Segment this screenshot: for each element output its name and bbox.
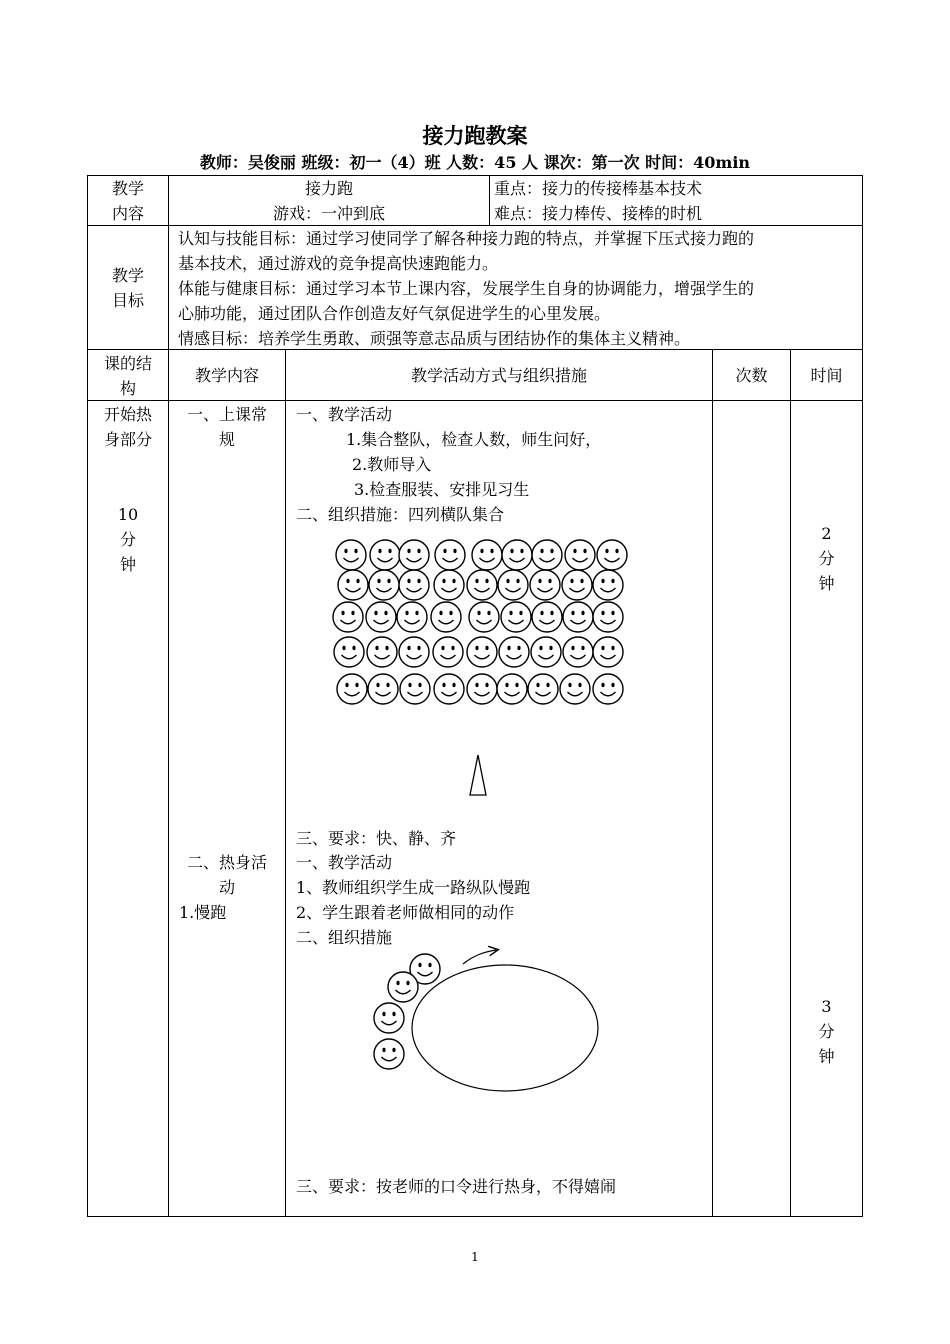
part2-requirement: 三、要求：按老师的口令进行热身，不得嬉闹 [296, 1177, 617, 1196]
student-smiley-icon [399, 673, 431, 705]
student-smiley-icon [562, 601, 594, 633]
student-smiley-icon [368, 569, 400, 601]
student-smiley-icon [373, 1038, 405, 1070]
part2-content-line1: 二、热身活 [186, 853, 267, 872]
part1-time-unit1: 分 [818, 549, 835, 568]
section-total-unit2: 钟 [119, 555, 136, 574]
student-smiley-icon [530, 636, 562, 668]
student-smiley-icon [559, 673, 591, 705]
student-smiley-icon [366, 636, 398, 668]
content-label-line1: 教学 [111, 179, 144, 198]
student-smiley-icon [430, 601, 462, 633]
part2-time-unit2: 钟 [818, 1047, 835, 1066]
header-activity: 教学活动方式与组织措施 [410, 366, 587, 385]
header-structure-line1: 课的结 [103, 354, 152, 373]
student-smiley-icon [562, 636, 594, 668]
student-smiley-icon [592, 601, 624, 633]
teacher-triangle-icon [468, 754, 488, 796]
student-smiley-icon [529, 569, 561, 601]
key-point: 重点：接力的传接棒基本技术 [494, 179, 703, 198]
difficulty: 难点：接力棒传、接棒的时机 [494, 204, 703, 223]
student-smiley-icon [433, 673, 465, 705]
student-smiley-icon [596, 539, 628, 571]
section-total-number: 10 [117, 505, 139, 524]
student-smiley-icon [336, 673, 368, 705]
table-border-right [862, 175, 863, 1217]
goal-line: 情感目标：培养学生勇敢、顽强等意志品质与团结协作的集体主义精神。 [178, 329, 691, 348]
student-smiley-icon [396, 601, 428, 633]
table-divider [790, 349, 791, 1217]
content-item-relay: 接力跑 [304, 179, 353, 198]
student-smiley-icon [373, 1002, 405, 1034]
part2-step: 1、教师组织学生成一路纵队慢跑 [296, 878, 531, 897]
part1-organization: 二、组织措施：四列横队集合 [296, 505, 505, 524]
student-smiley-icon [434, 539, 466, 571]
content-item-game: 游戏：一冲到底 [272, 204, 385, 223]
student-smiley-icon [433, 569, 465, 601]
student-smiley-icon [398, 636, 430, 668]
part2-time-unit1: 分 [818, 1022, 835, 1041]
student-smiley-icon [531, 539, 563, 571]
page-number: 1 [471, 1250, 479, 1264]
student-smiley-icon [561, 569, 593, 601]
part1-content-line1: 一、上课常 [186, 405, 267, 424]
table-divider [87, 400, 863, 401]
part2-organization: 二、组织措施 [296, 928, 393, 947]
header-content: 教学内容 [194, 366, 259, 385]
goals-label-line2: 目标 [111, 291, 144, 310]
part2-content-line3: 1.慢跑 [179, 903, 227, 922]
student-smiley-icon [365, 601, 397, 633]
table-divider [168, 175, 169, 1217]
section-total-unit1: 分 [119, 530, 136, 549]
student-smiley-icon [466, 569, 498, 601]
table-divider [712, 349, 713, 1217]
student-smiley-icon [564, 539, 596, 571]
part1-step: 1.集合整队，检查人数，师生问好， [346, 430, 602, 449]
header-structure-line2: 构 [119, 379, 136, 398]
table-border-bottom [87, 1216, 863, 1217]
student-smiley-icon [387, 971, 419, 1003]
student-smiley-icon [496, 673, 528, 705]
student-smiley-icon [432, 636, 464, 668]
part1-step: 2.教师导入 [352, 455, 432, 474]
student-smiley-icon [498, 636, 530, 668]
student-smiley-icon [592, 673, 624, 705]
student-smiley-icon [501, 539, 533, 571]
goal-line: 认知与技能目标：通过学习使同学了解各种接力跑的特点，并掌握下压式接力跑的 [178, 229, 755, 248]
student-smiley-icon [337, 569, 369, 601]
part1-requirement: 三、要求：快、静、齐 [296, 829, 457, 848]
goals-label-line1: 教学 [111, 266, 144, 285]
student-smiley-icon [367, 673, 399, 705]
student-smiley-icon [332, 601, 364, 633]
part1-content-line2: 规 [218, 430, 235, 449]
header-times: 次数 [735, 366, 768, 385]
goal-line: 体能与健康目标：通过学习本节上课内容，发展学生自身的协调能力，增强学生的 [178, 279, 755, 298]
section-name-line2: 身部分 [103, 430, 152, 449]
student-smiley-icon [531, 601, 563, 633]
student-smiley-icon [592, 636, 624, 668]
part1-time-number: 2 [821, 524, 832, 543]
part2-step: 2、学生跟着老师做相同的动作 [296, 903, 515, 922]
page-title: 接力跑教案 [422, 124, 528, 148]
student-smiley-icon [335, 539, 367, 571]
table-divider [489, 175, 490, 225]
goal-line: 基本技术，通过游戏的竞争提高快速跑能力。 [178, 254, 499, 273]
section-name-line1: 开始热 [103, 405, 152, 424]
lesson-info: 教师：吴俊丽 班级：初一（4）班 人数：45 人 课次：第一次 时间：40min [199, 153, 751, 172]
header-duration: 时间 [810, 366, 843, 385]
goal-line: 心肺功能，通过团队合作创造友好气氛促进学生的心里发展。 [178, 304, 611, 323]
student-smiley-icon [500, 601, 532, 633]
student-smiley-icon [466, 673, 498, 705]
student-smiley-icon [466, 636, 498, 668]
table-border-left [87, 175, 88, 1217]
student-smiley-icon [468, 601, 500, 633]
part1-activity-heading: 一、教学活动 [296, 405, 393, 424]
student-smiley-icon [398, 569, 430, 601]
part2-time-number: 3 [821, 997, 832, 1016]
student-smiley-icon [592, 569, 624, 601]
part1-time-unit2: 钟 [818, 574, 835, 593]
part2-activity-heading: 一、教学活动 [296, 853, 393, 872]
student-smiley-icon [369, 539, 401, 571]
student-smiley-icon [471, 539, 503, 571]
content-label-line2: 内容 [111, 204, 144, 223]
student-smiley-icon [398, 539, 430, 571]
student-smiley-icon [527, 673, 559, 705]
student-smiley-icon [497, 569, 529, 601]
table-divider [285, 349, 286, 1217]
part1-step: 3.检查服装、安排见习生 [354, 480, 530, 499]
student-smiley-icon [333, 636, 365, 668]
part2-content-line2: 动 [218, 878, 235, 897]
